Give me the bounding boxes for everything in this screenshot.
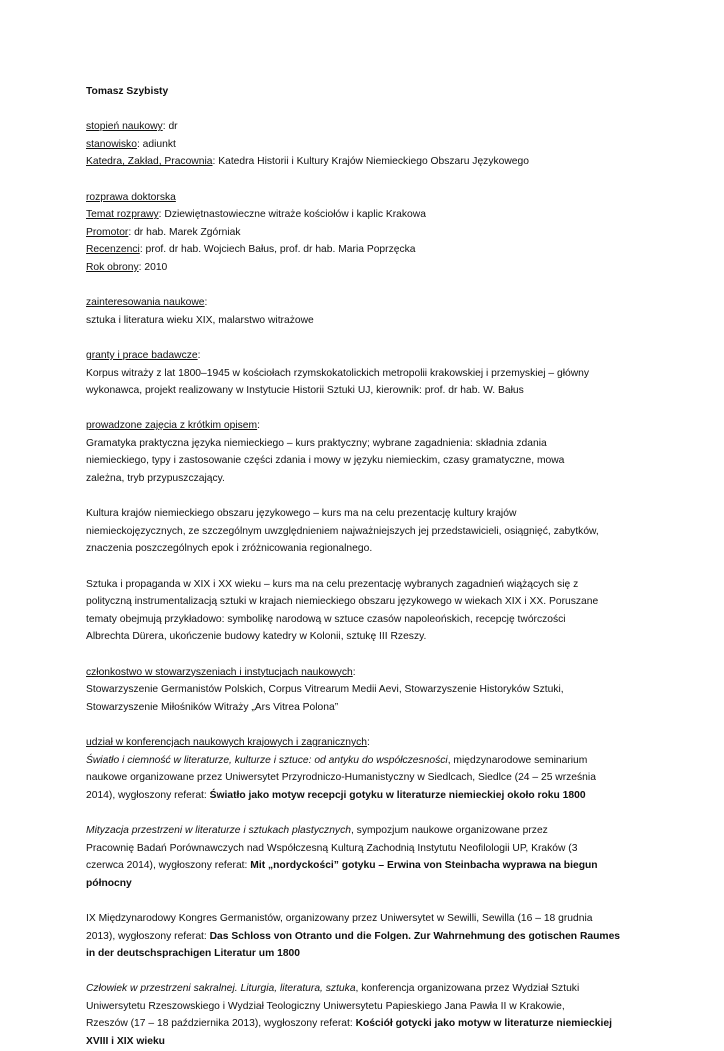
grants-heading-line [86,347,646,365]
courses-heading: prowadzone zajęcia z krótkim opisem [86,420,258,432]
conferences-section [86,734,646,1051]
degree-value: : dr [162,121,178,133]
courses-colon: : [257,420,260,432]
grants-text-line: wykonawca, projekt realizowany w Instytucie Historii Sztuki UJ, kierownik: prof. dr hab. W. Bałus [86,385,524,397]
conference-line [86,928,646,946]
promoter-value: : dr hab. Marek Zgórniak [128,226,241,238]
conference-title: Światło i ciemność w literaturze, kulturze i sztuce: od antyku do współczesności [86,754,448,766]
conference-entry [86,980,646,1050]
conference-entry [86,752,646,805]
talk-title: Światło jako motyw recepcji gotyku w literaturze niemieckiej około roku 1800 [209,789,586,801]
defense-year-line [86,259,646,277]
grants-colon: : [197,349,201,361]
dissertation-topic-line [86,206,646,224]
talk-title: XVIII i XIX wieku [86,1036,165,1048]
topic-label: Temat rozprawy [86,209,159,221]
memberships-text-line: Stowarzyszenie Germanistów Polskich, Corpus Vitrearum Medii Aevi, Stowarzyszenie Historyków Sztuki, [86,684,564,696]
info-section [86,118,646,171]
unit-line [86,153,646,171]
unit-label: Katedra, Zakład, Pracownia [86,156,213,168]
conference-desc: czerwca 2014), wygłoszony referat: [86,860,251,872]
degree-line [86,118,646,136]
conference-line: Uniwersytetu Rzeszowskiego i Wydział Teologiczny Uniwersytetu Papieskiego Jana Pawła II w Krakowie, [86,1000,565,1012]
conference-line [86,752,646,770]
conference-line [86,1015,646,1033]
interests-heading-line [86,294,646,312]
memberships-colon: : [352,666,356,678]
grants-heading: granty i prace badawcze [86,349,198,361]
course-text-line: Sztuka i propaganda w XIX i XX wieku – kurs ma na celu prezentację wybranych zagadnień wiążących się z [86,578,579,590]
position-value: : adiunkt [136,138,176,150]
year-value: : 2010 [138,261,168,273]
conference-title: Mityzacja przestrzeni w literaturze i sztukach plastycznych [86,824,351,836]
conference-desc: , konferencja organizowana przez Wydział Sztuki [355,983,580,995]
talk-title: in der deutschsprachigen Literatur um 1800 [86,948,301,960]
talk-title: Mit „nordyckości” gotyku – Erwina von Steinbacha wyprawa na biegun [250,860,598,872]
reviewers-value: : prof. dr hab. Wojciech Bałus, prof. dr hab. Maria Poprzęcka [139,244,416,256]
interests-colon: : [204,297,208,309]
course-description [86,505,646,558]
course-text-line: polityczną instrumentalizacją sztuki w krajach niemieckiego obszaru językowego w wiekach XIX i XX. Poruszane [86,596,599,608]
memberships-heading: członkostwo w stowarzyszeniach i instytucjach naukowych [86,666,353,678]
conference-line [86,787,646,805]
conference-entry [86,822,646,892]
courses-section [86,417,646,646]
year-label: Rok obrony [86,261,139,273]
grants-section [86,347,646,400]
course-text-line: Albrechta Dürera, ukończenie budowy katedry w Kolonii, sztukę III Rzeszy. [86,631,427,643]
grants-text-line: Korpus witraży z lat 1800–1945 w kościołach rzymskokatolickich metropolii krakowskiej i przemyskiej – główny [86,367,590,379]
document-page [86,83,646,1051]
position-line [86,136,646,154]
talk-title: Kościół gotycki jako motyw w literaturze niemieckiej [355,1018,612,1030]
course-text-line: Kultura krajów niemieckiego obszaru językowego – kurs ma na celu prezentację kultury krajów [86,508,517,520]
course-text-line: niemieckiego, typy i zastosowanie części zdania i mowy w języku niemieckim, czasy gramatyczne, mowa [86,455,565,467]
reviewers-label: Recenzenci [86,244,140,256]
conference-line: IX Międzynarodowy Kongres Germanistów, organizowany przez Uniwersytet w Sewilli, Sewilla (16 – 18 grudnia [86,912,593,924]
course-text-line: Gramatyka praktyczna języka niemieckiego – kurs praktyczny; wybrane zagadnienia: składnia zdania [86,437,547,449]
course-text-line: tematy obejmują przykładowo: symbolikę narodową w sztuce czasów napoleońskich, recepcję twórczości [86,613,566,625]
topic-value: : Dziewiętnastowieczne witraże kościołów i kaplic Krakowa [158,209,426,221]
talk-title: Das Schloss von Otranto und die Folgen. Zur Wahrnehmung des gotischen Raumes [209,930,621,942]
course-text-line: zależna, tryb przypuszczający. [86,473,225,485]
memberships-section [86,664,646,717]
conferences-heading: udział w konferencjach naukowych krajowych i zagranicznych [86,736,368,748]
course-text-line: znaczenia poszczególnych epok i zróżnicowania regionalnego. [86,543,373,555]
interests-section [86,294,646,329]
conference-desc: 2014), wygłoszony referat: [86,789,210,801]
conference-desc: 2013), wygłoszony referat: [86,930,210,942]
conference-title: Człowiek w przestrzeni sakralnej. Liturgia, literatura, sztuka [86,983,356,995]
conference-line [86,980,646,998]
reviewers-line [86,241,646,259]
conference-desc: , sympozjum naukowe organizowane przez [350,824,548,836]
conference-entry [86,910,646,963]
interests-text: sztuka i literatura wieku XIX, malarstwo witrażowe [86,314,314,326]
talk-title: północny [86,877,132,889]
position-label: stanowisko [86,138,137,150]
memberships-heading-line [86,664,646,682]
author-name: Tomasz Szybisty [86,86,169,97]
conference-line: naukowe organizowane przez Uniwersytet Przyrodniczo-Humanistyczny w Siedlcach, Siedlce (24 – 25 września [86,772,596,784]
degree-label: stopień naukowy [86,121,163,133]
conferences-colon: : [367,736,370,748]
conference-line: Pracownię Badań Porównawczych nad Współczesną Kulturą Zachodnią Instytutu Neofilologii UP, Kraków (3 [86,842,578,854]
conference-line [86,857,646,875]
dissertation-heading: rozprawa doktorska [86,191,176,203]
courses-heading-line [86,417,646,435]
interests-heading: zainteresowania naukowe [86,297,205,309]
conferences-heading-line [86,734,646,752]
conference-line [86,822,646,840]
promoter-line [86,224,646,242]
course-description [86,576,646,646]
course-text-line: niemieckojęzycznych, ze szczególnym uwzględnieniem najważniejszych jej przedstawicieli, osiągnięć, zabytków, [86,525,599,537]
dissertation-section [86,189,646,277]
unit-value: : Katedra Historii i Kultury Krajów Niemieckiego Obszaru Językowego [212,156,529,168]
conference-desc: Rzeszów (17 – 18 października 2013), wygłoszony referat: [86,1018,356,1030]
conference-desc: , międzynarodowe seminarium [447,754,588,766]
memberships-text-line: Stowarzyszenie Miłośników Witraży „Ars Vitrea Polona” [86,701,339,713]
course-description [86,435,646,488]
promoter-label: Promotor [86,226,129,238]
